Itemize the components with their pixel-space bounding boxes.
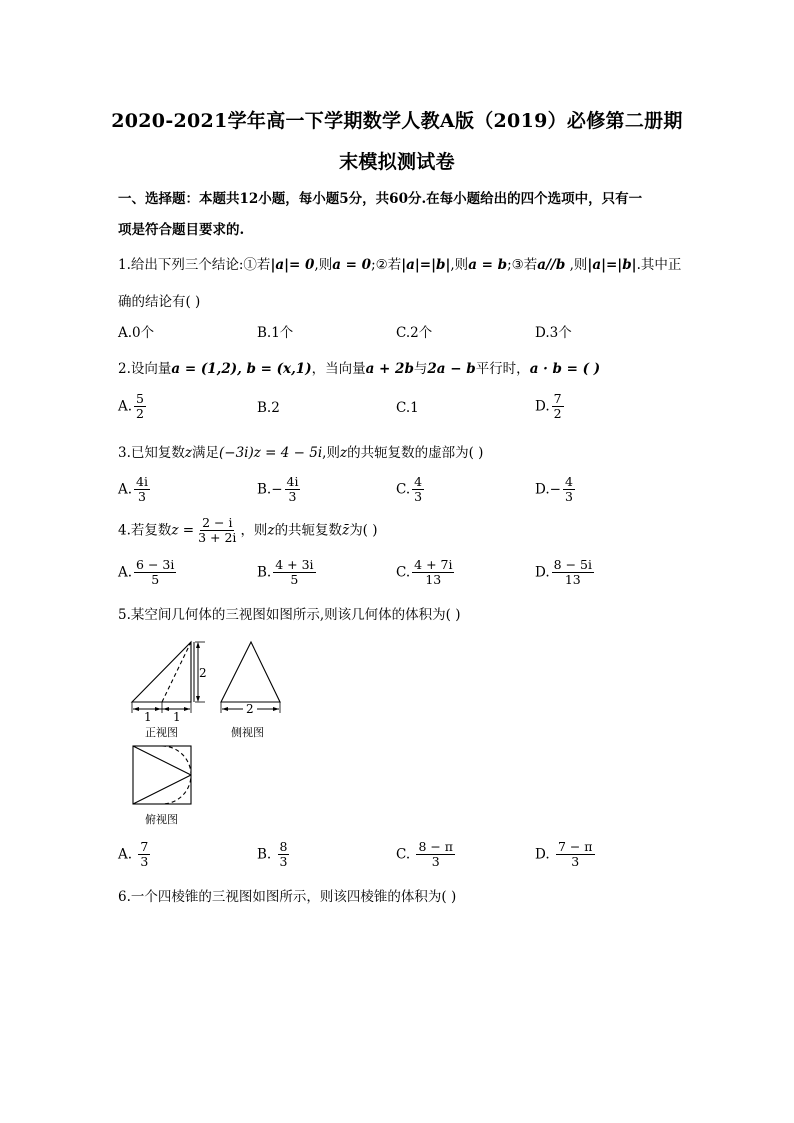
- q2-option-b: B.2: [257, 400, 280, 416]
- q1-math-6: |a|=|b|: [587, 257, 637, 273]
- dim-height-label: 2: [199, 666, 207, 680]
- q4-option-a: [118, 558, 178, 588]
- question-6-text: 6.一个四棱锥的三视图如图所示，则该四棱锥的体积为( ): [118, 889, 457, 905]
- q3-option-d-fraction: [563, 475, 575, 505]
- q5-option-c-fraction: [416, 840, 455, 870]
- q3-option-b: [257, 475, 302, 505]
- width-arrow-2: [155, 707, 161, 711]
- q3-option-a-denominator: 3: [138, 489, 146, 505]
- q3-option-b-sign: −: [271, 481, 283, 498]
- q4-math-3: z̄: [342, 522, 350, 539]
- q4-fraction-denominator: 3 + 2i: [198, 530, 237, 546]
- q3-option-a: [118, 475, 152, 505]
- q4-math-1: z =: [171, 522, 195, 539]
- q3-option-c-fraction: [412, 475, 424, 505]
- front-view-dashed-edge: [162, 642, 191, 702]
- q4-option-d: [535, 558, 596, 588]
- side-arrow-right: [273, 707, 279, 711]
- dim-w2-label: 1: [173, 710, 181, 724]
- q2-option-c: C.1: [396, 400, 419, 416]
- q1-text-a: 1.给出下列三个结论:①若: [118, 257, 271, 273]
- q5-option-b: [257, 840, 291, 870]
- q3-option-b-numerator: 4i: [286, 474, 299, 489]
- q2-option-d-denominator: 2: [553, 406, 562, 422]
- q1-option-a: A.0个: [118, 325, 155, 341]
- q2-option-a-numerator: 5: [136, 391, 144, 406]
- q2-math-1: a = (1,2), b = (x,1): [171, 361, 312, 377]
- side-view-label: 侧视图: [231, 726, 264, 739]
- q3-option-b-label: B.: [257, 481, 272, 498]
- q4-math-2: z: [267, 522, 275, 539]
- page-title-line2: 末模拟测试卷: [339, 151, 455, 173]
- q5-option-d: [535, 840, 597, 870]
- q5-option-a: [118, 840, 152, 870]
- q3-math-2: (−3i)z = 4 − 5i: [219, 445, 323, 461]
- q5-option-a-fraction: [138, 840, 150, 870]
- q3-option-b-fraction: [285, 475, 301, 505]
- q4-text-d: 为( ): [349, 522, 378, 539]
- q1-math-2: a = 0: [332, 257, 372, 273]
- side-arrow-left: [222, 707, 228, 711]
- q3-option-c-denominator: 3: [414, 489, 423, 505]
- q5-option-b-numerator: 8: [279, 839, 288, 854]
- q4-text-c: 的共轭复数: [274, 522, 343, 539]
- q4-option-b-numerator: 4 + 3i: [275, 557, 314, 572]
- width-arrow-3: [163, 707, 169, 711]
- top-view-edge-2: [133, 775, 191, 804]
- dim-w1-label: 1: [144, 710, 152, 724]
- q4-option-b-denominator: 5: [290, 572, 299, 588]
- q3-option-a-numerator: 4i: [136, 474, 148, 489]
- q4-option-c-denominator: 13: [425, 572, 442, 588]
- q1-text-d: ,则: [450, 257, 469, 273]
- section-heading-line1: 一、选择题：本题共12小题，每小题5分，共60分.在每小题给出的四个选项中，只有一: [118, 191, 643, 207]
- height-arrow-top: [196, 642, 200, 648]
- q5-option-d-fraction: [556, 840, 595, 870]
- q3-option-c: [396, 475, 426, 505]
- q1-option-d: D.3个: [535, 325, 572, 341]
- q4-option-c-numerator: 4 + 7i: [414, 557, 453, 572]
- q5-option-a-numerator: 7: [140, 839, 149, 854]
- q3-math-3: z: [339, 445, 348, 461]
- q4-text-a: 4.若复数: [118, 522, 172, 539]
- q5-option-b-denominator: 3: [279, 854, 288, 870]
- q1-text-e: ;③若: [507, 257, 538, 273]
- q2-math-2: a + 2b: [365, 361, 414, 377]
- q4-fraction: [196, 516, 238, 546]
- q3-option-d-sign: −: [549, 481, 561, 498]
- q3-option-b-denominator: 3: [288, 489, 297, 505]
- width-arrow-4: [184, 707, 190, 711]
- q4-option-a-denominator: 5: [151, 572, 160, 588]
- q5-option-c-numerator: 8 − π: [418, 839, 454, 854]
- q5-option-a-denominator: 3: [140, 854, 149, 870]
- dim-side-label: 2: [246, 702, 254, 716]
- q3-text-b: 满足: [192, 445, 220, 461]
- q4-text-b: ，则: [240, 522, 268, 539]
- q3-math-1: z: [184, 445, 193, 461]
- front-view-triangle: [132, 642, 191, 702]
- q1-text-b: ,则: [314, 257, 333, 273]
- q2-text-a: 2.设向量: [118, 361, 172, 377]
- q5-option-c-label: C.: [396, 846, 411, 863]
- q3-option-d-label: D.: [535, 481, 550, 498]
- q2-math-4: a · b = ( ): [529, 361, 601, 377]
- q2-text-c: 与: [413, 361, 428, 377]
- q4-option-c-label: C.: [396, 564, 411, 581]
- q4-option-a-label: A.: [118, 564, 133, 581]
- top-view-dashed-arc: [162, 746, 191, 804]
- q4-option-d-numerator: 8 − 5i: [553, 557, 592, 572]
- q1-math-3: |a|=|b|: [401, 257, 451, 273]
- q4-option-d-label: D.: [535, 564, 550, 581]
- q4-option-a-numerator: 6 − 3i: [136, 557, 175, 572]
- question-3-text: [118, 441, 483, 461]
- question-1-text-line2: 确的结论有( ): [118, 294, 201, 310]
- side-view-triangle: [221, 642, 280, 702]
- q3-text-c: ,则: [322, 445, 340, 461]
- q1-text-f: ,则: [565, 257, 588, 273]
- q2-option-d: [535, 392, 566, 422]
- question-1-text: [118, 253, 681, 273]
- front-view-label: 正视图: [145, 726, 178, 739]
- q3-option-d: [535, 475, 577, 505]
- q3-option-d-numerator: 4: [564, 474, 573, 489]
- q4-option-d-denominator: 13: [564, 572, 581, 588]
- q5-option-d-label: D.: [535, 846, 550, 863]
- q5-option-b-fraction: [278, 840, 290, 870]
- question-5-text: 5.某空间几何体的三视图如图所示,则该几何体的体积为( ): [118, 607, 461, 623]
- q4-option-c-fraction: [412, 558, 454, 588]
- q5-option-c-denominator: 3: [431, 854, 440, 870]
- q1-math-4: a = b: [468, 257, 508, 273]
- q3-option-a-label: A.: [118, 481, 133, 498]
- q3-option-c-numerator: 4: [414, 474, 423, 489]
- q5-option-c: [396, 840, 457, 870]
- width-arrow-1: [133, 707, 139, 711]
- section-heading-line2: 项是符合题目要求的.: [118, 222, 245, 238]
- q2-option-a-fraction: [134, 392, 146, 422]
- q2-option-a: [118, 392, 148, 422]
- q4-option-b-label: B.: [257, 564, 272, 581]
- q3-text-a: 3.已知复数: [118, 445, 185, 461]
- q5-option-a-label: A.: [118, 846, 133, 863]
- q2-option-d-fraction: [552, 392, 564, 422]
- q5-option-d-numerator: 7 − π: [557, 839, 593, 854]
- q2-text-b: ，当向量: [311, 361, 366, 377]
- q2-math-3: 2a − b: [427, 361, 476, 377]
- q4-option-c: [396, 558, 456, 588]
- top-view-label: 俯视图: [145, 813, 178, 826]
- height-arrow-bottom: [196, 696, 200, 702]
- q4-option-b-fraction: [273, 558, 315, 588]
- q1-math-1: |a|= 0: [270, 257, 315, 273]
- q3-option-a-fraction: [134, 475, 150, 505]
- q1-math-5: a//b: [537, 257, 566, 273]
- q5-option-b-label: B.: [257, 846, 272, 863]
- q1-text-g: .其中正: [636, 257, 682, 273]
- q4-fraction-numerator: 2 − i: [202, 515, 233, 530]
- q4-option-a-fraction: [134, 558, 176, 588]
- q1-text-c: ;②若: [371, 257, 402, 273]
- page-title-line1: 2020-2021学年高一下学期数学人教A版（2019）必修第二册期: [111, 110, 683, 132]
- q3-option-d-denominator: 3: [564, 489, 573, 505]
- question-4-text: [118, 516, 378, 546]
- q2-option-a-label: A.: [118, 398, 133, 415]
- q2-option-d-label: D.: [535, 398, 550, 415]
- q3-text-d: 的共轭复数的虚部为( ): [347, 445, 484, 461]
- q1-option-b: B.1个: [257, 325, 294, 341]
- q4-option-b: [257, 558, 318, 588]
- q3-option-c-label: C.: [396, 481, 411, 498]
- question-2-text: [118, 357, 600, 377]
- q4-option-d-fraction: [552, 558, 594, 588]
- q2-option-a-denominator: 2: [136, 406, 144, 422]
- top-view-edge-1: [133, 746, 191, 775]
- q1-option-c: C.2个: [396, 325, 433, 341]
- q2-option-d-numerator: 7: [553, 391, 562, 406]
- q5-option-d-denominator: 3: [571, 854, 580, 870]
- q2-text-d: 平行时，: [475, 361, 530, 377]
